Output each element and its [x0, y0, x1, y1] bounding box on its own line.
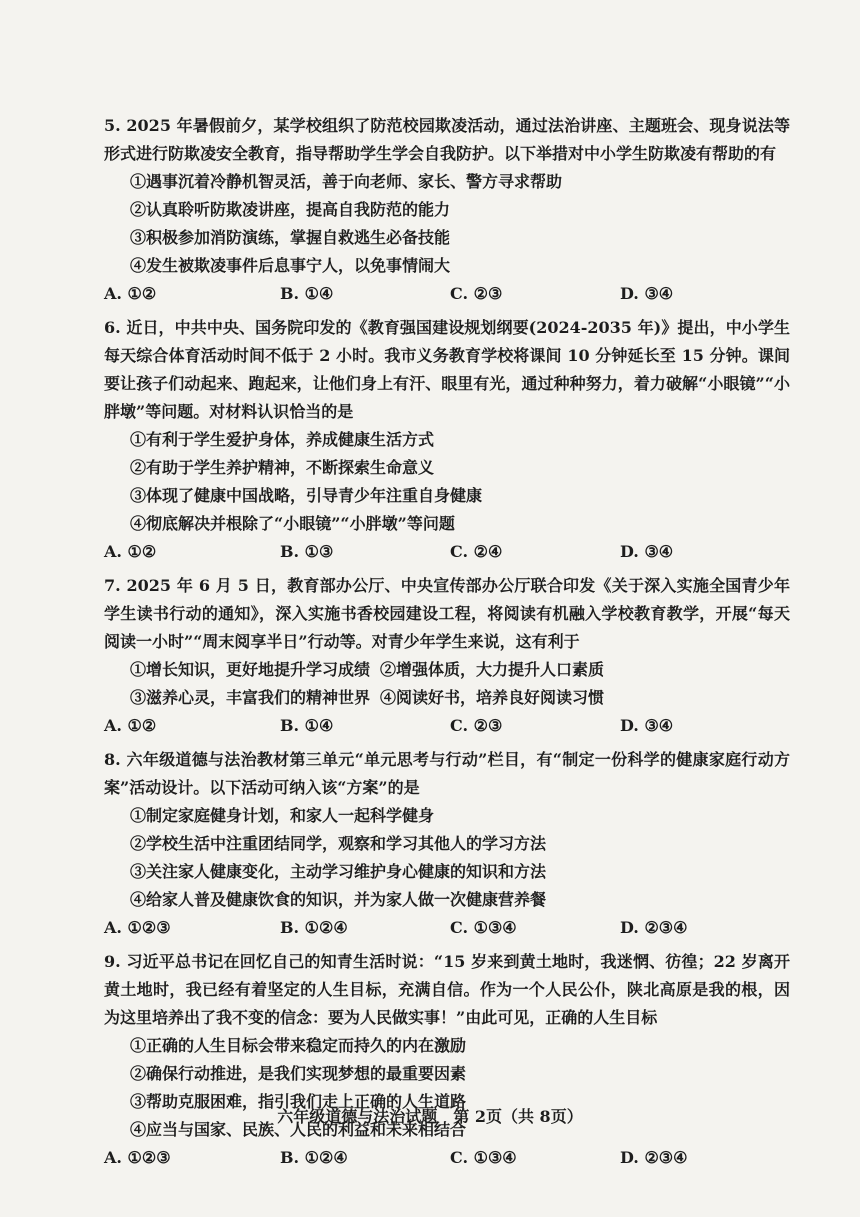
- question-9: [104, 948, 790, 1172]
- option: ③体现了健康中国战略，引导青少年注重自身健康: [130, 486, 483, 505]
- option: ④应当与国家、民族、人民的利益和未来相结合: [130, 1120, 467, 1139]
- option: ④阅读好书，培养良好阅读习惯: [380, 688, 605, 707]
- choice-c: C. ②③: [450, 284, 503, 303]
- answer-choices: [104, 712, 790, 740]
- answer-choices: [104, 280, 790, 308]
- choice-b: B. ①④: [280, 284, 334, 303]
- question-stem: 7. 2025 年 6 月 5 日，教育部办公厅、中央宣传部办公厅联合印发《关于深入实施全国青少年学生读书行动的通知》，深入实施书香校园建设工程，将阅读有机融入学校教育教学，开展“每天阅读一小时”“周末阅享半日”行动等。对青少年学生来说，这有利于: [104, 576, 790, 651]
- choice-b: B. ①②④: [280, 918, 348, 937]
- option: ②确保行动推进，是我们实现梦想的最重要因素: [130, 1064, 467, 1083]
- choice-b: B. ①②④: [280, 1148, 348, 1167]
- choice-d: D. ②③④: [620, 918, 688, 937]
- choice-b: B. ①④: [280, 716, 334, 735]
- option: ③关注家人健康变化，主动学习维护身心健康的知识和方法: [130, 862, 547, 881]
- option-row: [104, 656, 790, 684]
- choice-a: A. ①②③: [104, 1148, 171, 1167]
- page-footer: 六年级道德与法治试题 第 2页（共 8页）: [277, 1107, 583, 1126]
- choice-d: D. ③④: [620, 542, 674, 561]
- choice-c: C. ①③④: [450, 1148, 517, 1167]
- option: ④给家人普及健康饮食的知识，并为家人做一次健康营养餐: [130, 890, 547, 909]
- option: ③积极参加消防演练，掌握自救逃生必备技能: [130, 228, 451, 247]
- option: ①增长知识，更好地提升学习成绩: [130, 660, 371, 679]
- question-6: [104, 314, 790, 566]
- choice-a: A. ①②: [104, 542, 157, 561]
- option: ②有助于学生养护精神，不断探索生命意义: [130, 458, 435, 477]
- answer-choices: [104, 538, 790, 566]
- question-8: [104, 746, 790, 942]
- option: ①遇事沉着冷静机智灵活，善于向老师、家长、警方寻求帮助: [130, 172, 563, 191]
- option: ③帮助克服困难，指引我们走上正确的人生道路: [130, 1092, 467, 1111]
- question-stem: 8. 六年级道德与法治教材第三单元“单元思考与行动”栏目，有“制定一份科学的健康家庭行动方案”活动设计。以下活动可纳入该“方案”的是: [104, 750, 790, 797]
- option: ④彻底解决并根除了“小眼镜”“小胖墩”等问题: [130, 514, 455, 533]
- option: ④发生被欺凌事件后息事宁人，以免事情闹大: [130, 256, 451, 275]
- choice-b: B. ①③: [280, 542, 334, 561]
- option: ②学校生活中注重团结同学，观察和学习其他人的学习方法: [130, 834, 547, 853]
- option: ①制定家庭健身计划，和家人一起科学健身: [130, 806, 435, 825]
- question-stem: 6. 近日，中共中央、国务院印发的《教育强国建设规划纲要(2024-2035 年)》提出，中小学生每天综合体育活动时间不低于 2 小时。我市义务教育学校将课间 10 分钟延长至 15 分钟。课间要让孩子们动起来、跑起来，让他们身上有汗、眼里有光，通过种种努力，着力破解“小眼镜”“小胖墩”等问题。对材料认识恰当的是: [104, 318, 790, 421]
- option: ①有利于学生爱护身体，养成健康生活方式: [130, 430, 435, 449]
- choice-c: C. ②④: [450, 542, 503, 561]
- choice-a: A. ①②: [104, 716, 157, 735]
- choice-d: D. ②③④: [620, 1148, 688, 1167]
- question-stem: 9. 习近平总书记在回忆自己的知青生活时说：“15 岁来到黄土地时，我迷惘、彷徨；22 岁离开黄土地时，我已经有着坚定的人生目标，充满自信。作为一个人民公仆，陕北高原是我的根，因为这里培养出了我不变的信念：要为人民做实事！”由此可见，正确的人生目标: [104, 952, 790, 1027]
- option: ①正确的人生目标会带来稳定而持久的内在激励: [130, 1036, 467, 1055]
- choice-c: C. ②③: [450, 716, 503, 735]
- choice-d: D. ③④: [620, 284, 674, 303]
- answer-choices: [104, 914, 790, 942]
- option: ②认真聆听防欺凌讲座，提高自我防范的能力: [130, 200, 451, 219]
- choice-d: D. ③④: [620, 716, 674, 735]
- choice-a: A. ①②③: [104, 918, 171, 937]
- option-row: [104, 684, 790, 712]
- question-stem: 5. 2025 年暑假前夕，某学校组织了防范校园欺凌活动，通过法治讲座、主题班会、现身说法等形式进行防欺凌安全教育，指导帮助学生学会自我防护。以下举措对中小学生防欺凌有帮助的有: [104, 116, 790, 163]
- question-7: [104, 572, 790, 740]
- option: ③滋养心灵，丰富我们的精神世界: [130, 688, 371, 707]
- answer-choices: [104, 1144, 790, 1172]
- choice-c: C. ①③④: [450, 918, 517, 937]
- option: ②增强体质，大力提升人口素质: [380, 660, 605, 679]
- choice-a: A. ①②: [104, 284, 157, 303]
- question-5: [104, 112, 790, 308]
